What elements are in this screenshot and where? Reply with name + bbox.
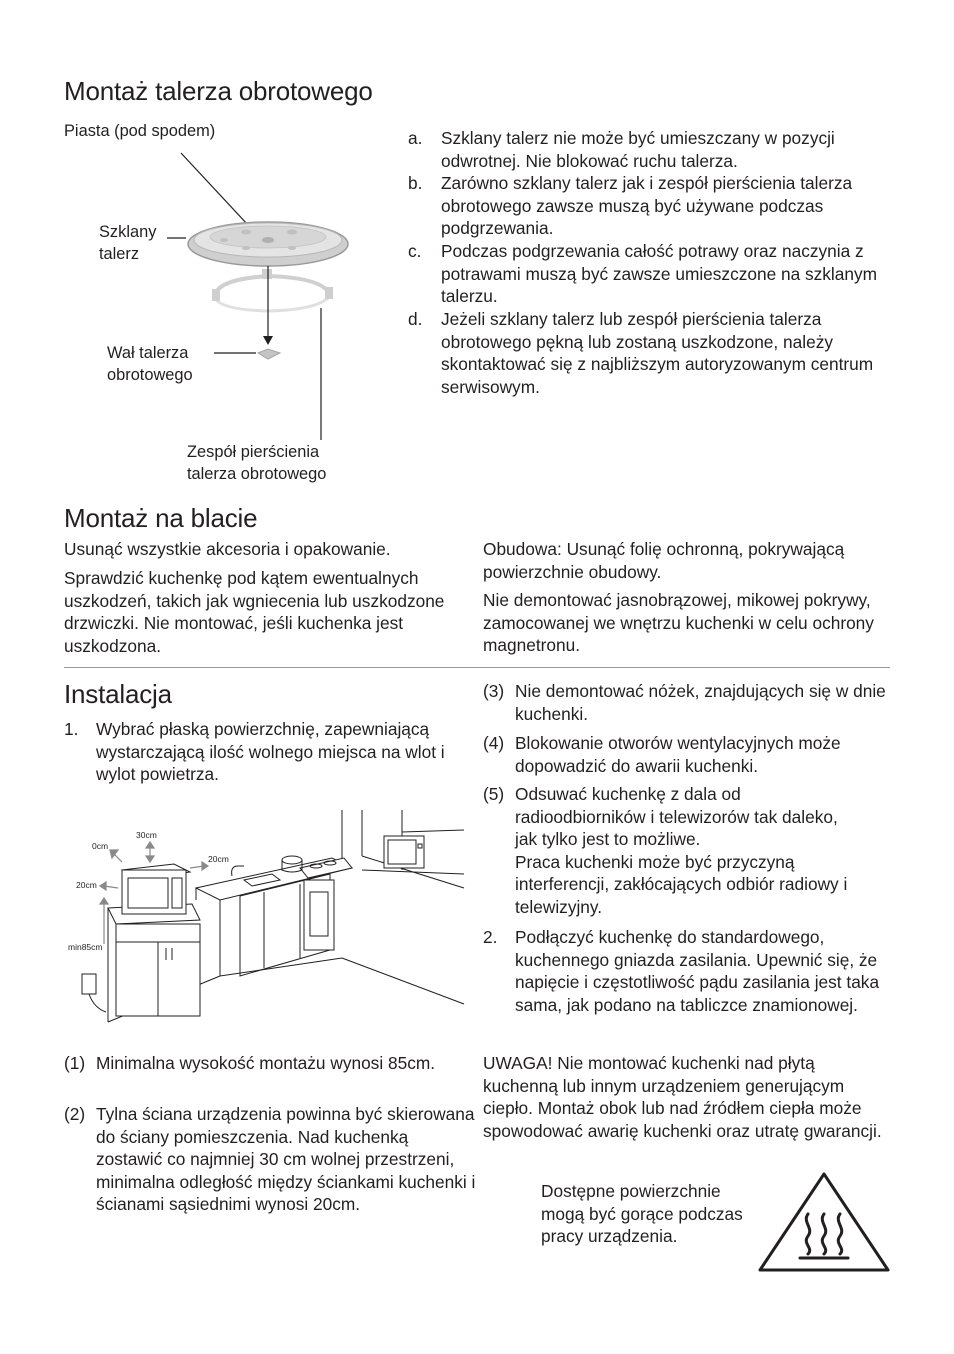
item-marker: b.	[408, 173, 423, 193]
clearance-left-label: 20cm	[76, 880, 97, 890]
clearance-left-top-label: 0cm	[92, 841, 109, 851]
step-text: Wybrać płaską powierzchnię, zapewniającą wystarczającą ilość wolnego miejsca na wlot i wylot powietrza.	[96, 719, 445, 785]
item-text: Zarówno szklany talerz jak i zespół pierścienia talerza obrotowego zawsze muszą być używane podczas podgrzewania.	[441, 173, 853, 239]
countertop-right-p1: Obudowa: Usunąć folię ochronną, pokrywającą powierzchnie obudowy.	[483, 539, 845, 582]
item-marker: d.	[408, 309, 423, 329]
roller-ring-icon	[212, 269, 333, 311]
installation-step-1	[64, 718, 476, 786]
glass-tray-label-line2: talerz	[99, 245, 140, 263]
roller-ring-label-line2: talerza obrotowego	[187, 465, 327, 483]
installation-sub-1	[64, 1052, 476, 1075]
turntable-item-a	[408, 127, 888, 172]
sub-marker: (2)	[64, 1104, 86, 1124]
turntable-item-c	[408, 240, 888, 308]
item-text: Szklany talerz nie może być umieszczany w pozycji odwrotnej. Nie blokować ruchu talerza.	[441, 128, 835, 171]
hot-surface-note: Dostępne powierzchnie mogą być gorące podczas pracy urządzenia.	[541, 1181, 743, 1247]
turntable-section-title: Montaż talerza obrotowego	[64, 76, 373, 106]
clearance-height-label: min85cm	[68, 942, 103, 952]
sub-text-line1: Odsuwać kuchenkę z dala od radioodbiorników i telewizorów tak daleko, jak tylko jest to możliwe.	[515, 784, 838, 850]
item-marker: a.	[408, 128, 423, 148]
kitchen-illustration	[82, 810, 464, 1022]
hot-surface-warning-icon	[756, 1170, 892, 1274]
shaft-label-line1: Wał talerza	[107, 344, 189, 362]
step-text: Podłączyć kuchenkę do standardowego, kuchennego gniazda zasilania. Upewnić się, że napięcie i częstotliwość pądu zasilania jest taka sama, jak podano na tabliczce znamionowej.	[515, 927, 880, 1015]
sub-text: Blokowanie otworów wentylacyjnych może dopowadzić do awarii kuchenki.	[515, 733, 841, 776]
kitchen-clearance-diagram	[68, 808, 472, 1028]
clearance-top-label: 30cm	[136, 830, 157, 840]
assembly-arrow-head	[263, 336, 273, 345]
hub-label: Piasta (pod spodem)	[64, 122, 216, 140]
installation-sub-3	[483, 680, 888, 725]
shaft-icon	[258, 349, 280, 359]
glass-tray-label-line1: Szklany	[99, 223, 157, 241]
turntable-item-d	[408, 308, 888, 398]
item-marker: c.	[408, 241, 422, 261]
sub-marker: (3)	[483, 681, 505, 701]
roller-ring-label-line1: Zespół pierścienia	[187, 443, 320, 461]
item-text: Podczas podgrzewania całość potrawy oraz naczynia z potrawami muszą być zawsze umieszczone na szklanym talerzu.	[441, 241, 878, 307]
countertop-left-p2: Sprawdzić kuchenkę pod kątem ewentualnych uszkodzeń, takich jak wgniecenia lub uszkodzone drzwiczki. Nie montować, jeśli kuchenka jest uszkodzona.	[64, 568, 445, 656]
step-marker: 2.	[483, 927, 498, 947]
sub-text: Minimalna wysokość montażu wynosi 85cm.	[96, 1053, 436, 1073]
turntable-diagram	[150, 140, 370, 460]
countertop-left-p1: Usunąć wszystkie akcesoria i opakowanie.	[64, 539, 391, 559]
countertop-section-title: Montaż na blacie	[64, 503, 258, 533]
installation-sub-5	[483, 783, 888, 919]
sub-marker: (5)	[483, 784, 505, 804]
step-marker: 1.	[64, 719, 79, 739]
section-divider	[64, 667, 890, 668]
turntable-item-b	[408, 172, 888, 240]
sub-text-line2: Praca kuchenki może być przyczyną interferencji, zakłócających odbiór radiowy i telewizyjny.	[515, 851, 848, 917]
countertop-right-p2: Nie demontować jasnobrązowej, mikowej pokrywy, zamocowanej we wnętrzu kuchenki w celu ochrony magnetronu.	[483, 590, 874, 656]
glass-tray-icon	[188, 222, 348, 266]
sub-text: Tylna ściana urządzenia powinna być skierowana do ściany pomieszczenia. Nad kuchenką zostawić co najmniej 30 cm wolnej przestrzeni, minimalna odległość między ściankami kuchenki i ścianami sąsiednimi wynosi 20cm.	[96, 1104, 476, 1215]
sub-marker: (1)	[64, 1053, 86, 1073]
shaft-label-line2: obrotowego	[107, 366, 193, 384]
installation-step-2	[483, 926, 888, 1016]
sub-text: Nie demontować nóżek, znajdujących się w dnie kuchenki.	[515, 681, 886, 724]
sub-marker: (4)	[483, 733, 505, 753]
glass-tray-label	[99, 221, 156, 265]
clearance-right-label: 20cm	[208, 854, 229, 864]
item-text: Jeżeli szklany talerz lub zespół pierścienia talerza obrotowego pękną lub zostaną uszkodzone, należy skontaktować się z najbliższym autoryzowanym centrum serwisowym.	[441, 309, 874, 397]
installation-section-title: Instalacja	[64, 679, 172, 709]
installation-warning: UWAGA! Nie montować kuchenki nad płytą kuchenną lub innym urządzeniem generującym ciepło. Montaż obok lub nad źródłem ciepła może spowodować awarię kuchenki oraz utratę gwarancji.	[483, 1053, 882, 1141]
installation-sub-2	[64, 1103, 476, 1216]
installation-sub-4	[483, 732, 888, 777]
